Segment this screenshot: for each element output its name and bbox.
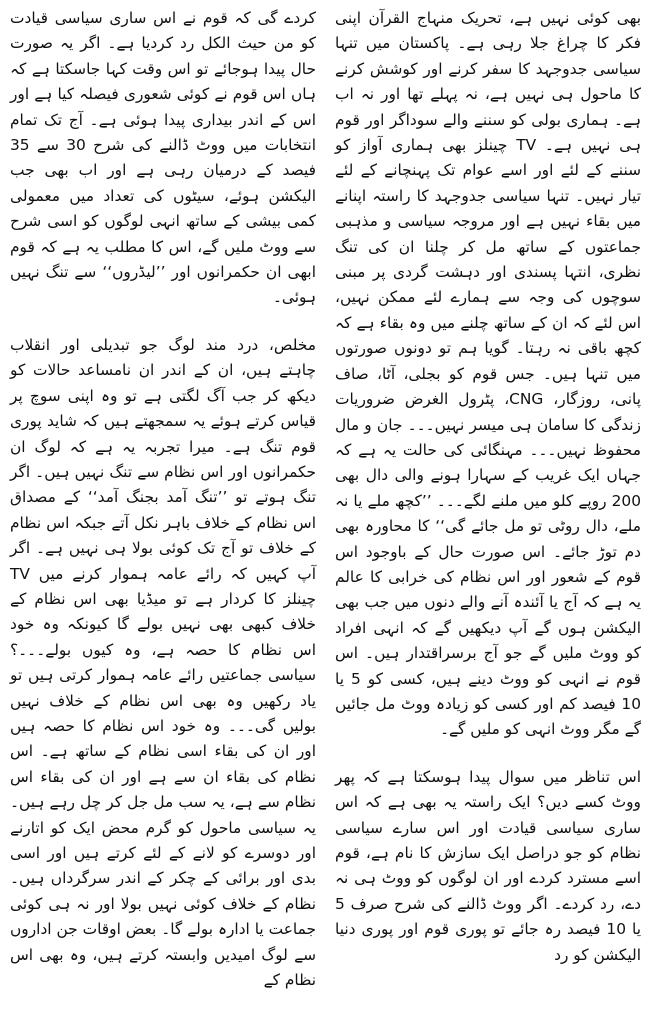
text-column-right (329, 6, 647, 1034)
paragraph: کردے گی کہ قوم نے اس ساری سیاسی قیادت کو من حیث الکل رد کردیا ہے۔ اگر یہ صورت حال پیدا ہوجائے تو اس وقت کہا جاسکتا ہے کہ ہاں اس قوم نے کوئی شعوری فیصلہ کیا ہے اور اس کے اندر بیداری پیدا ہوئی ہے۔ آج تک تمام انتخابات میں ووٹ ڈالنے کی شرح 30 سے 35 فیصد کے درمیان رہی ہے اور اب بھی جب الیکشن ہوئے، سیٹوں کی تعداد میں معمولی کمی بیشی کے ساتھ انہی لوگوں کو اسی شرح سے ووٹ ملیں گے، اس کا مطلب یہ ہے کہ قوم ابھی ان حکمرانوں اور ’’لیڈروں‘‘ سے تنگ نہیں ہوئی۔ (10, 9, 317, 307)
column-gutter (322, 6, 329, 1034)
text-column-left (4, 6, 322, 1034)
paragraph: مخلص، درد مند لوگ جو تبدیلی اور انقلاب چاہتے ہیں، ان کے اندر ان نامساعد حالات کو دیکھ کر جب آگ لگتی ہے تو وہ اپنی سوچ پر قیاس کرتے ہوئے یہ سمجھتے ہیں کہ شاید پوری قوم تنگ ہے۔ میرا تجربہ یہ ہے کہ لوگ ان حکمرانوں اور اس نظام سے تنگ نہیں ہیں۔ اگر تنگ ہوتے تو ’’تنگ آمد بجنگ آمد‘‘ کے مصداق اس نظام کے خلاف باہر نکل آتے جبکہ اس نظام کے خلاف تو آج تک کوئی بولا ہی نہیں ہے۔ اگر آپ کہیں کہ رائے عامہ ہموار کرنے میں TV چینلز کا کردار ہے تو میڈیا بھی اس نظام کے خلاف کبھی بھی نہیں بولے گا کیونکہ وہ خود اس نظام کا حصہ ہے، وہ کیوں بولے۔۔۔؟ سیاسی جماعتیں رائے عامہ ہموار کرتی ہیں تو یاد رکھیں وہ بھی اس نظام کے خلاف نہیں بولیں گی۔۔۔ وہ خود اس نظام کا حصہ ہیں اور ان کی بقاء اسی نظام کے ساتھ ہے۔ اس نظام کی بقاء ان سے ہے اور ان کی بقاء اس نظام سے ہے، یہ سب مل جل کر چل رہے ہیں۔ یہ سیاسی ماحول کو گرم محض ایک کو اتارنے اور دوسرے کو لانے کے لئے کرتے ہیں اور اسی بدی اور برائی کے چکر کے اندر سرگرداں ہیں۔ نظام کے خلاف کوئی نہیں بولا اور نہ ہی کوئی جماعت یا ادارہ بولے گا۔ بعض اوقات جن اداروں سے لوگ امیدیں وابستہ کرتے ہیں، وہ بھی اس نظام کے (10, 335, 316, 990)
paragraph: اس تناظر میں سوال پیدا ہوسکتا ہے کہ پھر ووٹ کسے دیں؟ ایک راستہ یہ بھی ہے کہ اس ساری سیاسی قیادت اور اس سارے سیاسی نظام کو جو دراصل ایک سازش کا نام ہے، قوم اسے مسترد کردے اور ان لوگوں کو ووٹ ہی نہ دے، رد کردے۔ اگر ووٹ ڈالنے کی شرح صرف 5 یا 10 فیصد رہ جائے تو پوری قوم اور پوری دنیا الیکشن کو رد (335, 767, 641, 964)
paragraph: بھی کوئی نہیں ہے، تحریک منہاج القرآن اپنی فکر کا چراغ جلا رہی ہے۔ پاکستان میں تنہا سیاسی جدوجہد کا سفر کرنے اور کوشش کرنے کا ماحول ہی نہیں ہے، نہ پہلے تھا اور نہ اب ہے۔ ہماری بولی کو سننے والے سوداگر اور قوم ہی نہیں ہے۔ TV چینلز بھی ہماری آواز کو سننے کے لئے اور اسے عوام تک پہنچانے کے لئے تیار نہیں۔ تنہا سیاسی جدوجہد کا راستہ اپنانے میں بقاء نہیں ہے اور مروجہ سیاسی و مذہبی جماعتوں کے ساتھ مل کر چلنا ان کی تنگ نظری، انتہا پسندی اور دہشت گردی پر مبنی سوچوں کی وجہ سے ہمارے لئے ممکن نہیں، اس لئے کہ ان کے ساتھ چلنے میں وہ بقاء ہے کہ کچھ باقی نہ رہتا۔ گویا ہم تو دونوں صورتوں میں تنہا ہیں۔ جس قوم کو بجلی، آٹا، صاف پانی، روزگار، CNG، پٹرول الغرض ضروریات زندگی کا سامان ہی میسر نہیں۔۔۔ جان و مال محفوظ نہیں۔۔۔ مہنگائی کی حالت یہ ہے کہ جہاں ایک غریب کے سہارا ہونے والی دال بھی 200 روپے کلو میں ملنے لگے۔۔۔ ’’کچھ ملے یا نہ ملے، دال روٹی تو مل جائے گی‘‘ کا محاورہ بھی دم توڑ جائے۔ اس صورت حال کے باوجود اس قوم کے شعور اور اس نظام کی خرابی کا عالم یہ ہے کہ آج یا آئندہ آنے والے دنوں میں جب بھی الیکشن ہوں گے آپ دیکھیں گے کہ انہی افراد کو ووٹ ملیں گے جو آج برسراقتدار ہیں۔ اس قوم نے انہی کو ووٹ دینے ہیں، کسی کو 5 یا 10 فیصد کم اور کسی کو زیادہ ووٹ مل جائیں گے مگر ووٹ انہی کو ملیں گے۔ (335, 9, 641, 739)
